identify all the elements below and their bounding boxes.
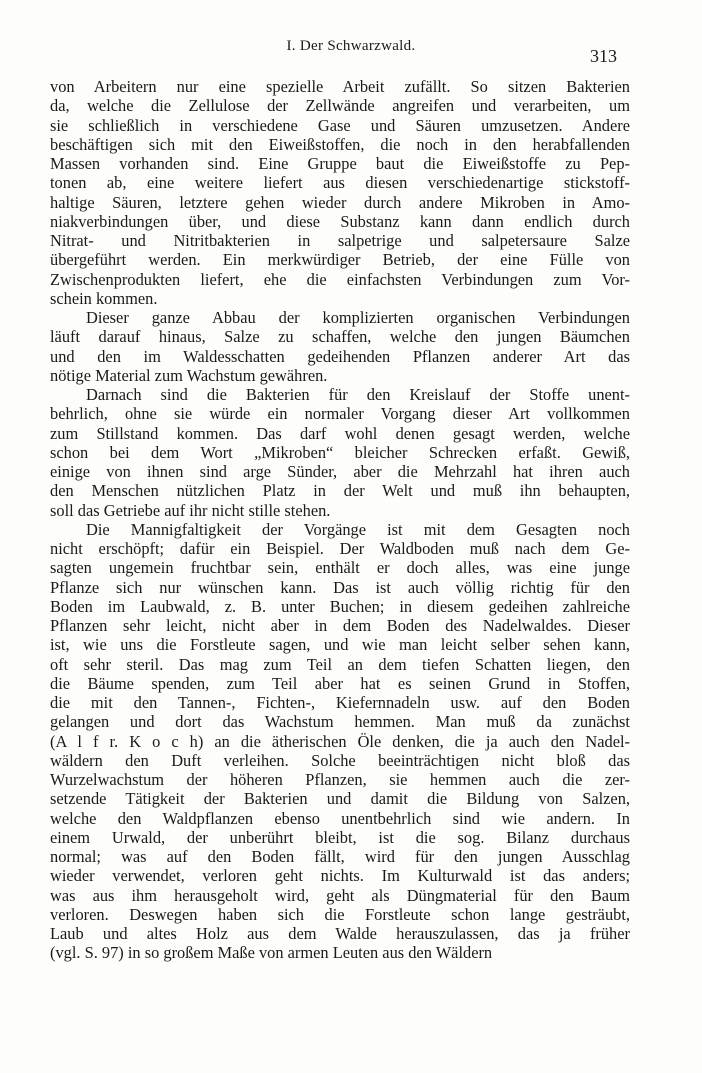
paragraph-3-line-1: Darnach sind die Bakterien für den Kreislauf der Stoffe unent- <box>86 385 630 404</box>
paragraph-3-line-7: soll das Getriebe auf ihr nicht stille stehen. <box>50 500 331 520</box>
paragraph-4-line-22: Laub und altes Holz aus dem Walde herauszulassen, das ja früher <box>50 924 630 943</box>
paragraph-1-line-9: Nitrat- und Nitritbakterien in salpetrige und salpetersaure Salze <box>50 231 630 250</box>
paragraph-4-line-18: normal; was auf den Boden fällt, wird für den jungen Ausschlag <box>50 847 630 866</box>
paragraph-4-line-2: nicht erschöpft; dafür ein Beispiel. Der Waldboden muß nach dem Ge- <box>50 539 630 558</box>
paragraph-1-line-10: übergeführt werden. Ein merkwürdiger Betrieb, der eine Fülle von <box>50 250 630 270</box>
page-number: 313 <box>590 46 617 66</box>
paragraph-4-line-12: (A l f r. K o c h) an die ätherischen Öle denken, die ja auch den Nadel- <box>50 731 630 751</box>
paragraph-1-line-11: Zwischenprodukten liefert, ehe die einfachsten Verbindungen zum Vor- <box>50 269 630 289</box>
paragraph-3-line-5: einige von ihnen sind arge Sünder, aber die Mehrzahl hat ihren auch <box>50 462 630 481</box>
paragraph-4-line-21: verloren. Deswegen haben sich die Forstleute schon lange gesträubt, <box>50 904 630 924</box>
paragraph-1-line-3: sie schließlich in verschiedene Gase und Säuren umzusetzen. Andere <box>50 115 630 135</box>
paragraph-4-line-6: Pflanzen sehr leicht, nicht aber in dem Boden des Nadelwaldes. Dieser <box>50 616 630 635</box>
paragraph-1-line-7: haltige Säuren, letztere gehen wieder durch andere Mikroben in Amo- <box>50 192 630 212</box>
paragraph-4-line-7: ist, wie uns die Forstleute sagen, und wie man leicht selber sehen kann, <box>50 635 630 655</box>
paragraph-4-line-15: setzende Tätigkeit der Bakterien und damit die Bildung von Salzen, <box>50 789 630 809</box>
paragraph-1-line-2: da, welche die Zellulose der Zellwände angreifen und verarbeiten, um <box>50 96 630 116</box>
paragraph-1-line-1: von Arbeitern nur eine spezielle Arbeit zufällt. So sitzen Bakterien <box>50 77 630 96</box>
paragraph-3-line-3: zum Stillstand kommen. Das darf wohl denen gesagt werden, welche <box>50 423 630 443</box>
paragraph-1-line-4: beschäftigen sich mit den Eiweißstoffen, die noch in den herabfallenden <box>50 134 630 154</box>
paragraph-4-line-13: wäldern den Duft verleihen. Solche beeinträchtigen nicht bloß das <box>50 750 630 770</box>
paragraph-4-line-14: Wurzelwachstum der höheren Pflanzen, sie hemmen auch die zer- <box>50 770 630 789</box>
paragraph-1-line-8: niakverbindungen über, und diese Substanz kann dann endlich durch <box>50 211 630 231</box>
paragraph-4-line-17: einem Urwald, der unberührt bleibt, ist die sog. Bilanz durchaus <box>50 827 630 847</box>
paragraph-4-line-23: (vgl. S. 97) in so großem Maße von armen Leuten aus den Wäldern <box>50 943 493 963</box>
paragraph-1-line-12: schein kommen. <box>50 288 158 308</box>
paragraph-4-line-1: Die Mannigfaltigkeit der Vorgänge ist mit dem Gesagten noch <box>86 519 630 539</box>
paragraph-3-line-6: den Menschen nützlichen Platz in der Welt und muß ihn behaupten, <box>50 481 630 501</box>
paragraph-4-line-20: was aus ihm herausgeholt wird, geht als Düngmaterial für den Baum <box>50 885 630 905</box>
paragraph-4-line-11: gelangen und dort das Wachstum hemmen. Man muß da zunächst <box>50 712 630 732</box>
paragraph-2-line-2: läuft darauf hinaus, Salze zu schaffen, welche den jungen Bäumchen <box>50 327 630 347</box>
body-text <box>50 77 630 963</box>
paragraph-4-line-10: die mit den Tannen-, Fichten-, Kiefernnadeln usw. auf den Boden <box>50 693 630 712</box>
paragraph-4-line-9: die Bäume spenden, zum Teil aber hat es seinen Grund in Stoffen, <box>50 673 630 693</box>
paragraph-4-line-16: welche den Waldpflanzen ebenso unentbehrlich sind wie andern. In <box>50 808 630 828</box>
paragraph-3-line-2: behrlich, ohne sie würde ein normaler Vorgang dieser Art vollkommen <box>50 404 630 424</box>
running-head: I. Der Schwarzwald. <box>286 38 416 54</box>
paragraph-2-line-1: Dieser ganze Abbau der komplizierten organischen Verbindungen <box>86 308 630 327</box>
paragraph-2-line-4: nötige Material zum Wachstum gewähren. <box>50 365 328 385</box>
paragraph-4-line-5: Boden im Laubwald, z. B. unter Buchen; in diesem gedeihen zahlreiche <box>50 596 630 616</box>
paragraph-1-line-6: tonen ab, eine weitere liefert aus diesen verschiedenartige stickstoff- <box>50 173 630 193</box>
paragraph-4-line-8: oft sehr steril. Das mag zum Teil an dem tiefen Schatten liegen, den <box>50 654 630 674</box>
paragraph-4-line-3: sagten ungemein fruchtbar sein, enthält er doch alles, was eine junge <box>50 558 630 578</box>
paragraph-1-line-5: Massen vorhanden sind. Eine Gruppe baut die Eiweißstoffe zu Pep- <box>50 154 630 173</box>
paragraph-4-line-19: wieder verwendet, verloren geht nichts. Im Kulturwald ist das anders; <box>50 866 630 886</box>
paragraph-3-line-4: schon bei dem Wort „Mikroben“ bleicher Schrecken erfaßt. Gewiß, <box>50 442 630 462</box>
paragraph-4-line-4: Pflanze sich nur wünschen kann. Das ist auch völlig richtig für den <box>50 577 630 597</box>
paragraph-2-line-3: und den im Waldesschatten gedeihenden Pflanzen anderer Art das <box>50 346 630 366</box>
